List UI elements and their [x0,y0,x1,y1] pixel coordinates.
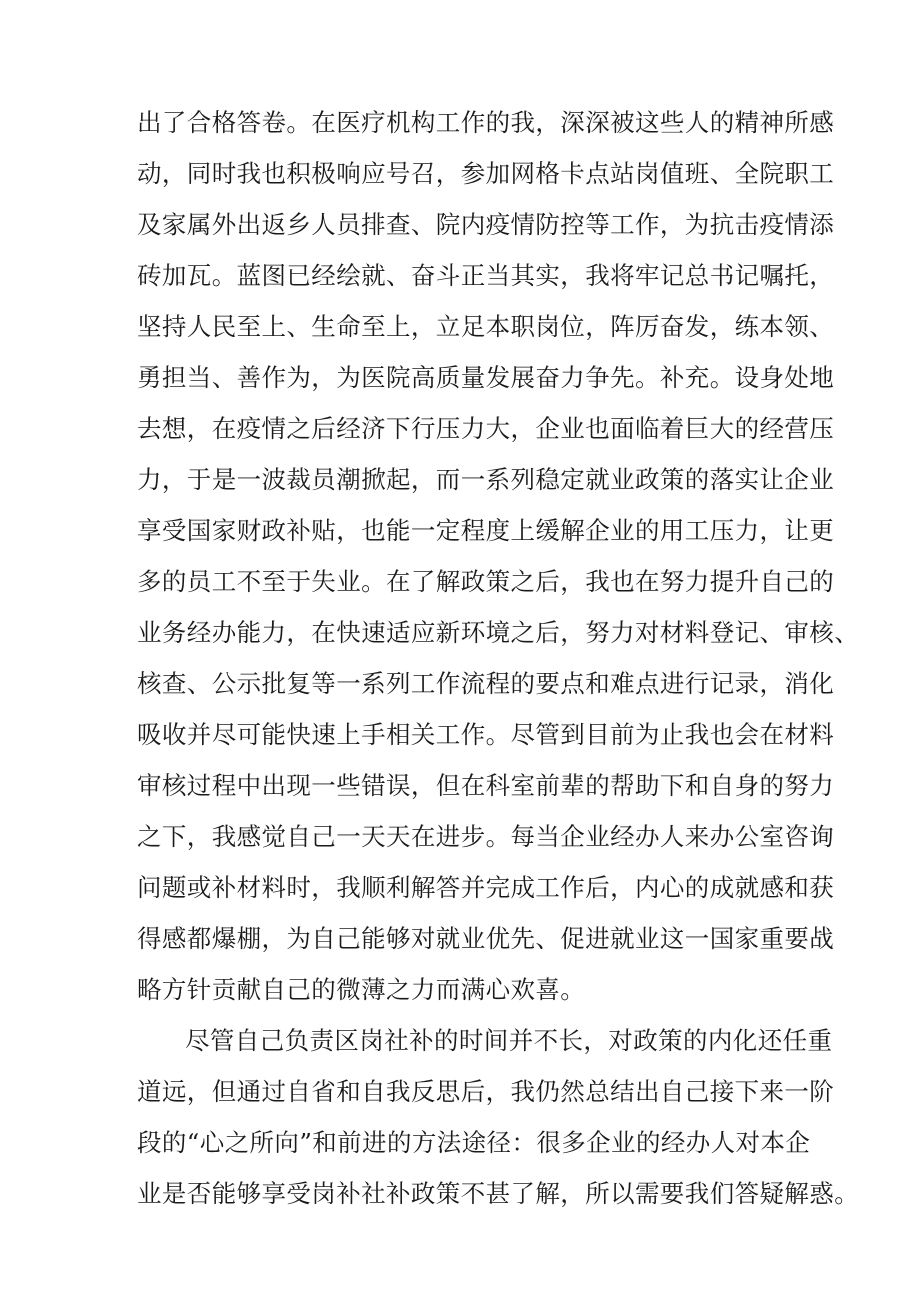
text-line: 业务经办能力，在快速适应新环境之后，努力对材料登记、审核、 [137,618,860,647]
text-line: 问题或补材料时，我顺利解答并完成工作后，内心的成就感和获 [137,873,835,902]
text-line: 之下，我感觉自己一天天在进步。每当企业经办人来办公室咨询 [137,822,835,851]
body-text [137,97,860,1219]
text-line: 核查、公示批复等一系列工作流程的要点和难点进行记录，消化 [137,669,835,698]
text-line: 砖加瓦。蓝图已经绘就、奋斗正当其实，我将牢记总书记嘱托， [137,261,835,290]
text-line: 审核过程中出现一些错误，但在科室前辈的帮助下和自身的努力 [137,771,835,800]
text-line: 道远，但通过自省和自我反思后，我仍然总结出自己接下来一阶 [137,1077,835,1106]
text-line: 去想，在疫情之后经济下行压力大，企业也面临着巨大的经营压 [137,414,835,443]
text-line: 业是否能够享受岗补社补政策不甚了解，所以需要我们答疑解惑。 [137,1179,860,1208]
text-line: 及家属外出返乡人员排查、院内疫情防控等工作，为抗击疫情添 [137,210,835,239]
text-line: 略方针贡献自己的微薄之力而满心欢喜。 [137,975,586,1004]
text-line: 多的员工不至于失业。在了解政策之后，我也在努力提升自己的 [137,567,835,596]
text-line: 勇担当、善作为，为医院高质量发展奋力争先。补充。设身处地 [137,363,835,392]
text-line: 动，同时我也积极响应号召，参加网格卡点站岗值班、全院职工 [137,159,835,188]
text-line: 吸收并尽可能快速上手相关工作。尽管到目前为止我也会在材料 [137,720,835,749]
text-line: 享受国家财政补贴，也能一定程度上缓解企业的用工压力，让更 [137,516,835,545]
text-line: 段的“心之所向”和前进的方法途径：很多企业的经办人对本企 [137,1128,811,1157]
text-line: 得感都爆棚，为自己能够对就业优先、促进就业这一国家重要战 [137,924,835,953]
text-line: 力，于是一波裁员潮掀起，而一系列稳定就业政策的落实让企业 [137,465,835,494]
text-line: 出了合格答卷。在医疗机构工作的我，深深被这些人的精神所感 [137,108,835,137]
paragraph-first-line: 尽管自己负责区岗社补的时间并不长，对政策的内化还任重 [185,1026,833,1055]
text-line: 坚持人民至上、生命至上，立足本职岗位，阵厉奋发，练本领、 [137,312,835,341]
